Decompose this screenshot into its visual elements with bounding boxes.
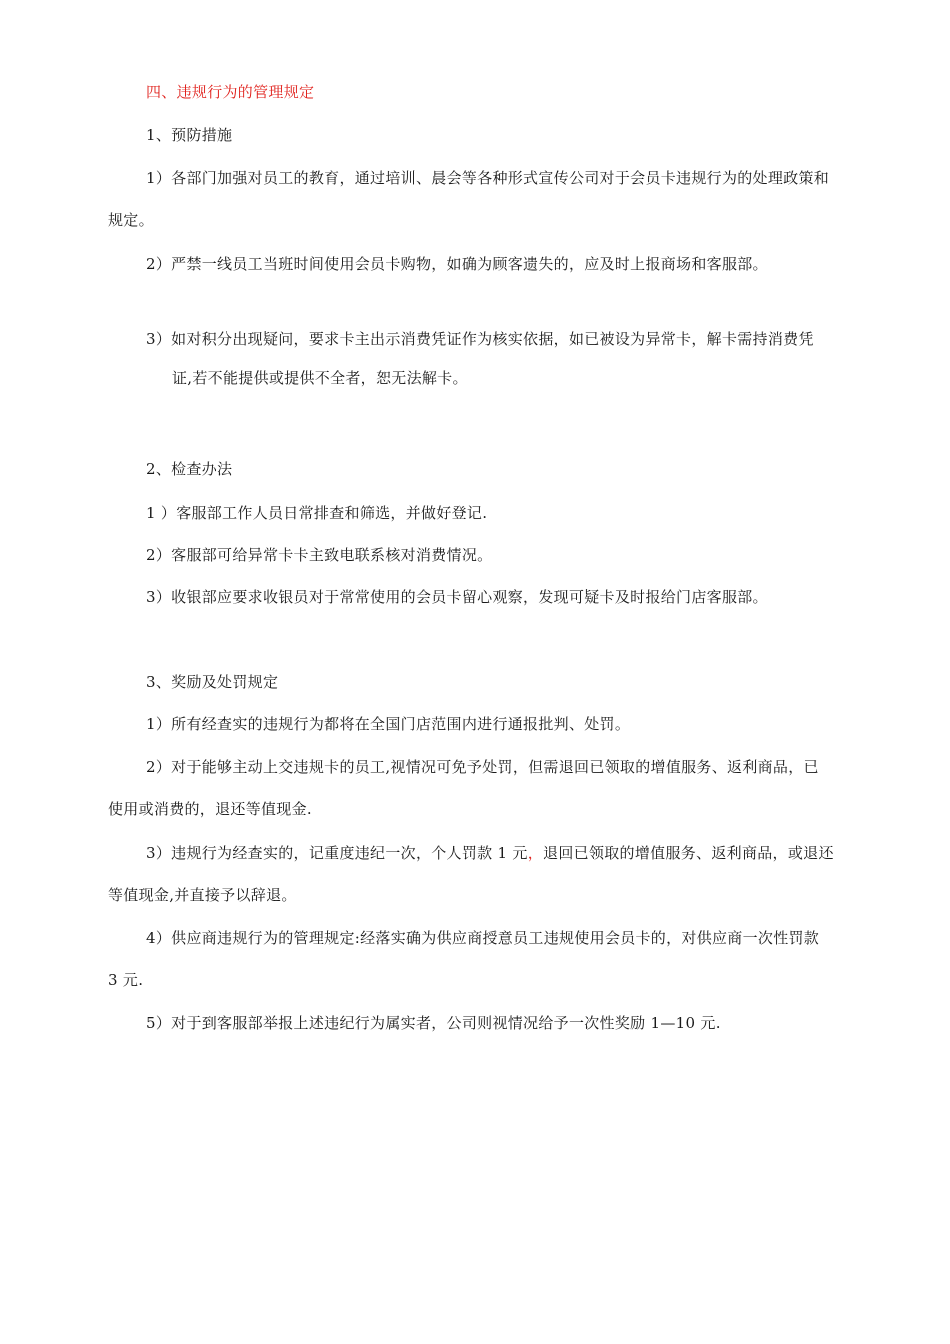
prevention-item-1-line-2: 规定。 bbox=[108, 211, 154, 229]
inspection-item-1: 1 ）客服部工作人员日常排查和筛选，并做好登记. bbox=[146, 504, 488, 522]
inspection-item-3: 3）收银部应要求收银员对于常常使用的会员卡留心观察，发现可疑卡及时报给门店客服部。 bbox=[146, 588, 768, 606]
rewards-item-4-line-2: 3 元. bbox=[108, 971, 144, 989]
prevention-item-2: 2）严禁一线员工当班时间使用会员卡购物，如确为顾客遗失的，应及时上报商场和客服部。 bbox=[146, 255, 768, 273]
prevention-item-3-line-2: 证,若不能提供或提供不全者，恕无法解卡。 bbox=[172, 369, 468, 387]
rewards-item-3-text-a: 3）违规行为经查实的，记重度违纪一次，个人罚款 1 元 bbox=[146, 844, 528, 862]
rewards-item-2-line-2: 使用或消费的，退还等值现金. bbox=[108, 800, 312, 818]
rewards-item-3-text-b: 退回已领取的增值服务、返利商品，或退还 bbox=[543, 844, 834, 862]
rewards-item-3-red-comma: ， bbox=[527, 844, 544, 862]
prevention-heading: 1、预防措施 bbox=[146, 126, 233, 144]
rewards-item-1: 1）所有经查实的违规行为都将在全国门店范围内进行通报批判、处罚。 bbox=[146, 715, 631, 733]
prevention-item-1-line-1: 1）各部门加强对员工的教育，通过培训、晨会等各种形式宣传公司对于会员卡违规行为的处理政策和 bbox=[146, 169, 830, 187]
rewards-item-5: 5）对于到客服部举报上述违纪行为属实者，公司则视情况给予一次性奖励 1—10 元. bbox=[146, 1014, 721, 1032]
inspection-heading: 2、检查办法 bbox=[146, 460, 233, 478]
inspection-item-2: 2）客服部可给异常卡卡主致电联系核对消费情况。 bbox=[146, 546, 493, 564]
rewards-item-3-line-2: 等值现金,并直接予以辞退。 bbox=[108, 886, 297, 904]
rewards-item-3-line-1 bbox=[146, 843, 834, 863]
rewards-item-4-line-1: 4）供应商违规行为的管理规定:经落实确为供应商授意员工违规使用会员卡的，对供应商一次性罚款 bbox=[146, 929, 820, 947]
rewards-heading: 3、奖励及处罚规定 bbox=[146, 673, 279, 691]
prevention-item-3-line-1: 3）如对积分出现疑问，要求卡主出示消费凭证作为核实依据，如已被设为异常卡，解卡需持消费凭 bbox=[146, 330, 814, 348]
section-title: 四、违规行为的管理规定 bbox=[146, 83, 315, 101]
rewards-item-2-line-1: 2）对于能够主动上交违规卡的员工,视情况可免予处罚，但需退回已领取的增值服务、返利商品，已 bbox=[146, 758, 819, 776]
